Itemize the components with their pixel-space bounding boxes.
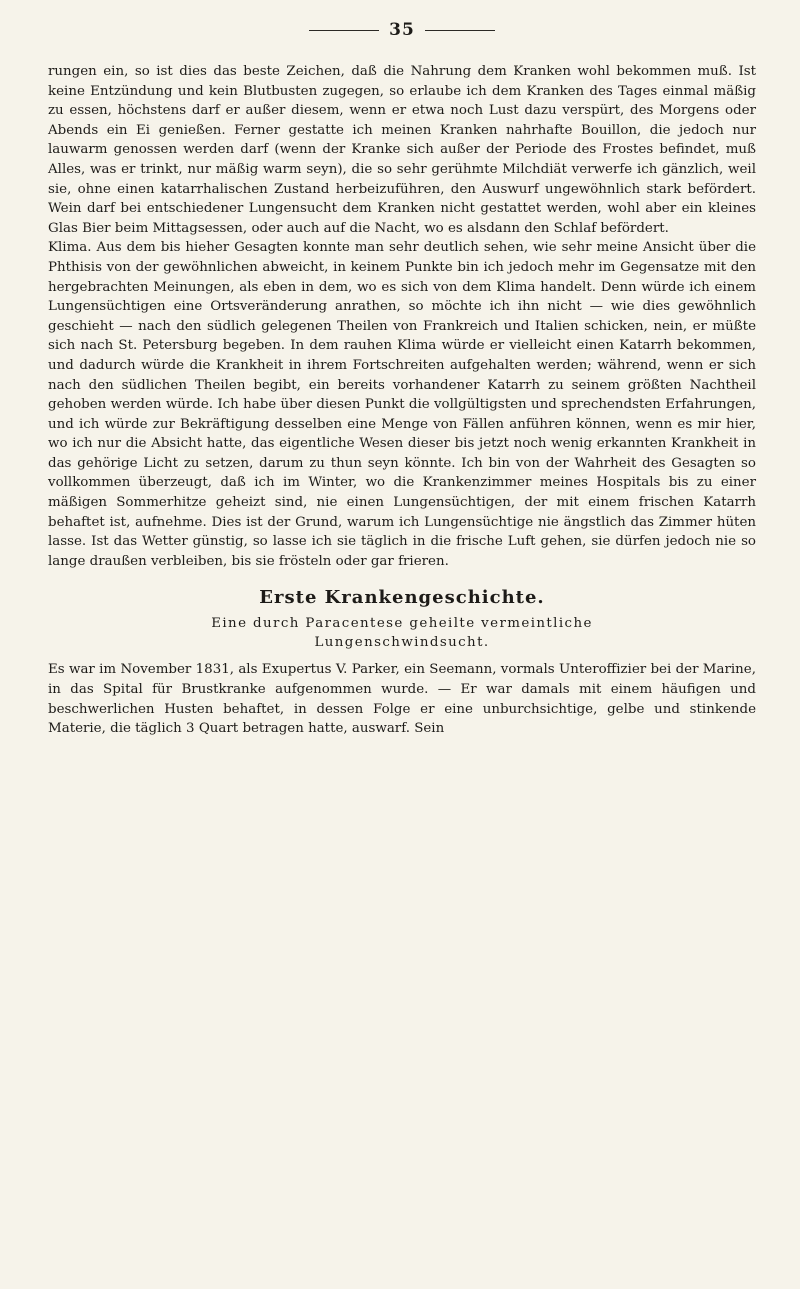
paragraph-nutrition: rungen ein, so ist dies das beste Zeichen, daß die Nahrung dem Kranken wohl bekommen muß. Ist keine Entzündung und kein Blutbusten zugegen, so erlaube ich dem Kranken des Tages einmal mäßig zu essen, höchstens darf er außer diesem, wenn er etwa noch Lust dazu verspürt, des Morgens oder Abends ein Ei genießen. Ferner gestatte ich meinen Kranken nahrhafte Bouillon, die jedoch nur lauwarm genossen werden darf (wenn der Kranke sich außer der Periode des Frostes befindet, muß Alles, was er trinkt, nur mäßig warm seyn), die so sehr gerühmte Milchdiät verwerfe ich gänzlich, weil sie, ohne einen katarrhalischen Zustand herbeizuführen, den Auswurf ungewöhnlich stark befördert. Wein darf bei entschiedener Lungensucht dem Kranken nicht gestattet werden, wohl aber ein kleines Glas Bier beim Mittagsessen, oder auch auf die Nacht, wo es alsdann den Schlaf befördert. <box>48 64 756 236</box>
book-page <box>48 18 756 1278</box>
section-title: Erste Krankengeschichte. <box>259 587 545 609</box>
paragraph-case-history: Es war im November 1831, als Exupertus V. Parker, ein Seemann, vormals Unteroffizier bei der Marine, in das Spital für Brustkranke aufgenommen wurde. — Er war damals mit einem häufigen und beschwerlichen Husten behaftet, in dessen Folge er eine unburchsichtige, gelbe und stinkende Materie, die täglich 3 Quart betragen hatte, auswarf. Sein <box>48 662 756 737</box>
header-rule-left <box>309 30 379 31</box>
section-subtitle <box>48 614 756 652</box>
header-rule-right <box>425 30 495 31</box>
paragraph-climate: Klima. Aus dem bis hieher Gesagten konnte man sehr deutlich sehen, wie sehr meine Ansicht über die Phthisis von der gewöhnlichen abweicht, in keinem Punkte bin ich jedoch mehr im Gegensatze mit den hergebrachten Meinungen, als eben in dem, wo es sich von dem Klima handelt. Denn würde ich einem Lungensüchtigen eine Ortsveränderung anrathen, so möchte ich ihn nicht — wie dies gewöhnlich geschieht — nach den südlich gelegenen Theilen von Frankreich und Italien schicken, nein, er müßte sich nach St. Petersburg begeben. In dem rauhen Klima würde er vielleicht einen Katarrh bekommen, und dadurch würde die Krankheit in ihrem Fortschreiten aufgehalten werden; während, wenn er sich nach den südlichen Theilen begibt, ein bereits vorhandener Katarrh zu seinem größten Nachtheil gehoben werden würde. Ich habe über diesen Punkt die vollgültigsten und sprechendsten Erfahrungen, und ich würde zur Bekräftigung desselben eine Menge von Fällen anführen können, wenn es mir hier, wo ich nur die Absicht hatte, das eigentliche Wesen dieser bis jetzt noch wenig erkannten Krankheit in das gehörige Licht zu setzen, darum zu thun seyn könnte. Ich bin von der Wahrheit des Gesagten so vollkommen überzeugt, daß ich im Winter, wo die Krankenzimmer meines Hospitals bis zu einer mäßigen Sommerhitze geheizt sind, nie einen Lungensüchtigen, der mit einem frischen Katarrh behaftet ist, aufnehme. Dies ist der Grund, warum ich Lungensüchtige nie ängstlich das Zimmer hüten lasse. Ist das Wetter günstig, so lasse ich sie täglich in die frische Luft gehen, sie dürfen jedoch nie so lange draußen verbleiben, bis sie frösteln oder gar frieren. <box>48 240 756 569</box>
page-header <box>48 18 756 42</box>
section-subtitle-line: Eine durch Paracentese geheilte vermeintliche <box>211 616 593 632</box>
section-subtitle-line: Lungenschwindsucht. <box>314 635 490 651</box>
page-number: 35 <box>389 20 415 40</box>
